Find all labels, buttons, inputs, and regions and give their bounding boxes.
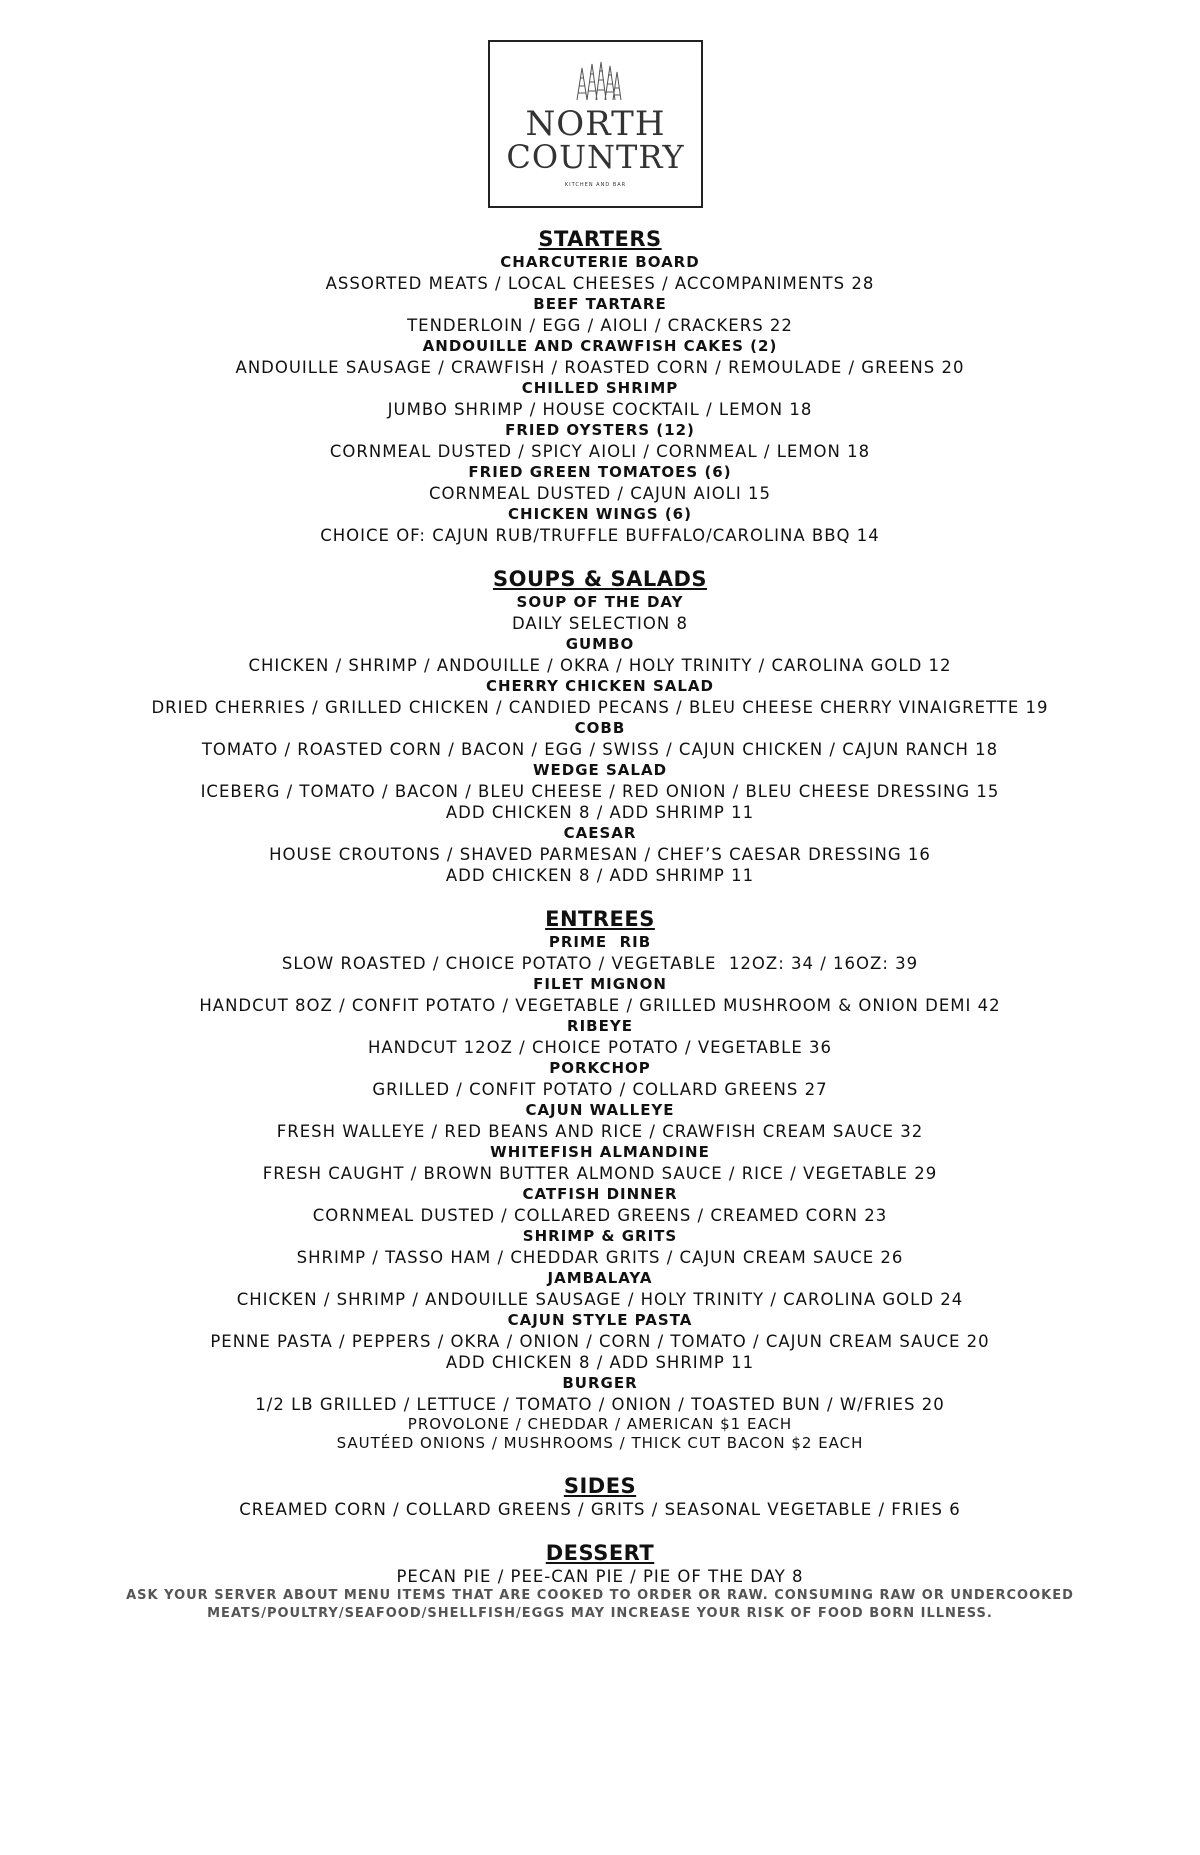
dish-addon: ADD CHICKEN 8 / ADD SHRIMP 11 <box>445 803 755 822</box>
dish-description: CORNMEAL DUSTED / COLLARED GREENS / CREAMED CORN 23 <box>312 1206 888 1225</box>
dish-description: SLOW ROASTED / CHOICE POTATO / VEGETABLE 12OZ: 34 / 16OZ: 39 <box>281 954 919 973</box>
entrees-section <box>0 906 1200 1453</box>
dish-name: WHITEFISH ALMANDINE <box>490 1143 710 1161</box>
dish-description: HANDCUT 8OZ / CONFIT POTATO / VEGETABLE / GRILLED MUSHROOM & ONION DEMI 42 <box>199 996 1001 1015</box>
menu-item <box>0 294 1200 336</box>
soups-salads-section <box>0 566 1200 886</box>
dish-description: ASSORTED MEATS / LOCAL CHEESES / ACCOMPANIMENTS 28 <box>325 274 875 293</box>
dish-name: BEEF TARTARE <box>533 295 667 313</box>
dish-name: SHRIMP & GRITS <box>522 1227 678 1245</box>
menu-item <box>0 1016 1200 1058</box>
sides-list: CREAMED CORN / COLLARD GREENS / GRITS / SEASONAL VEGETABLE / FRIES 6 <box>239 1500 961 1519</box>
section-title: SOUPS & SALADS <box>492 567 708 591</box>
dish-name: JAMBALAYA <box>547 1269 653 1287</box>
dish-addon: ADD CHICKEN 8 / ADD SHRIMP 11 <box>445 866 755 885</box>
dish-description: PENNE PASTA / PEPPERS / OKRA / ONION / CORN / TOMATO / CAJUN CREAM SAUCE 20 <box>210 1332 990 1351</box>
menu-item <box>0 378 1200 420</box>
dish-addon: PROVOLONE / CHEDDAR / AMERICAN $1 EACH <box>407 1415 793 1433</box>
section-title: DESSERT <box>545 1541 655 1565</box>
sides-section <box>0 1473 1200 1520</box>
menu-item <box>0 718 1200 760</box>
menu-item <box>0 504 1200 546</box>
dish-name: CHARCUTERIE BOARD <box>500 253 700 271</box>
menu-item <box>0 420 1200 462</box>
dish-description: GRILLED / CONFIT POTATO / COLLARD GREENS 27 <box>372 1080 828 1099</box>
starters-section <box>0 226 1200 546</box>
dish-description: JUMBO SHRIMP / HOUSE COCKTAIL / LEMON 18 <box>387 400 813 419</box>
menu-item <box>0 932 1200 974</box>
menu-item <box>0 336 1200 378</box>
menu-item <box>0 462 1200 504</box>
dish-name: PRIME RIB <box>548 933 652 951</box>
restaurant-logo <box>488 40 703 208</box>
dish-description: CHOICE OF: CAJUN RUB/TRUFFLE BUFFALO/CAROLINA BBQ 14 <box>320 526 880 545</box>
logo-line-north: NORTH <box>525 104 666 144</box>
dessert-list: PECAN PIE / PEE-CAN PIE / PIE OF THE DAY 8 <box>396 1567 804 1586</box>
dish-description: CHICKEN / SHRIMP / ANDOUILLE SAUSAGE / HOLY TRINITY / CAROLINA GOLD 24 <box>236 1290 964 1309</box>
dish-name: GUMBO <box>565 635 635 653</box>
section-title: SIDES <box>563 1474 637 1498</box>
dish-description: SHRIMP / TASSO HAM / CHEDDAR GRITS / CAJUN CREAM SAUCE 26 <box>296 1248 904 1267</box>
dish-description: ICEBERG / TOMATO / BACON / BLEU CHEESE / RED ONION / BLEU CHEESE DRESSING 15 <box>200 782 1000 801</box>
dish-description: CHICKEN / SHRIMP / ANDOUILLE / OKRA / HOLY TRINITY / CAROLINA GOLD 12 <box>248 656 952 675</box>
dish-description: CORNMEAL DUSTED / CAJUN AIOLI 15 <box>429 484 771 503</box>
menu-item <box>0 760 1200 823</box>
menu-item <box>0 1142 1200 1184</box>
dish-description: HOUSE CROUTONS / SHAVED PARMESAN / CHEF’S CAESAR DRESSING 16 <box>269 845 931 864</box>
menu-item <box>0 1310 1200 1373</box>
menu-item <box>0 676 1200 718</box>
dish-description: HANDCUT 12OZ / CHOICE POTATO / VEGETABLE 36 <box>367 1038 833 1057</box>
dish-name: FRIED OYSTERS (12) <box>505 421 695 439</box>
dish-description: TENDERLOIN / EGG / AIOLI / CRACKERS 22 <box>407 316 793 335</box>
dish-name: CHICKEN WINGS (6) <box>508 505 692 523</box>
dish-description: TOMATO / ROASTED CORN / BACON / EGG / SWISS / CAJUN CHICKEN / CAJUN RANCH 18 <box>201 740 999 759</box>
menu-body <box>0 226 1200 1623</box>
menu-item <box>0 592 1200 634</box>
dish-name: CATFISH DINNER <box>522 1185 678 1203</box>
dish-name: BURGER <box>562 1374 638 1392</box>
food-safety-disclaimer-line: ASK YOUR SERVER ABOUT MENU ITEMS THAT ARE COOKED TO ORDER OR RAW. CONSUMING RAW OR UNDERCOOKED <box>126 1588 1074 1603</box>
dish-name: CHERRY CHICKEN SALAD <box>485 677 714 695</box>
menu-item <box>0 1100 1200 1142</box>
dish-name: SOUP OF THE DAY <box>516 593 684 611</box>
dish-name: CAESAR <box>563 824 637 842</box>
menu-item <box>0 252 1200 294</box>
menu-item <box>0 974 1200 1016</box>
dish-name: CHILLED SHRIMP <box>521 379 679 397</box>
dish-name: WEDGE SALAD <box>532 761 668 779</box>
menu-item <box>0 1226 1200 1268</box>
dish-name: FILET MIGNON <box>533 975 667 993</box>
menu-item <box>0 823 1200 886</box>
dish-name: COBB <box>574 719 626 737</box>
dish-description: DAILY SELECTION 8 <box>512 614 688 633</box>
dish-name: RIBEYE <box>567 1017 633 1035</box>
dish-description: CORNMEAL DUSTED / SPICY AIOLI / CORNMEAL / LEMON 18 <box>329 442 871 461</box>
dessert-section <box>0 1540 1200 1623</box>
menu-item <box>0 634 1200 676</box>
dish-description: 1/2 LB GRILLED / LETTUCE / TOMATO / ONION / TOASTED BUN / W/FRIES 20 <box>255 1395 945 1414</box>
menu-item <box>0 1268 1200 1310</box>
menu-item <box>0 1058 1200 1100</box>
menu-item <box>0 1184 1200 1226</box>
dish-name: FRIED GREEN TOMATOES (6) <box>468 463 732 481</box>
dish-name: PORKCHOP <box>549 1059 651 1077</box>
dish-description: FRESH CAUGHT / BROWN BUTTER ALMOND SAUCE / RICE / VEGETABLE 29 <box>262 1164 938 1183</box>
food-safety-disclaimer-line: MEATS/POULTRY/SEAFOOD/SHELLFISH/EGGS MAY INCREASE YOUR RISK OF FOOD BORN ILLNESS. <box>207 1606 993 1621</box>
dish-description: FRESH WALLEYE / RED BEANS AND RICE / CRAWFISH CREAM SAUCE 32 <box>276 1122 924 1141</box>
dish-name: CAJUN WALLEYE <box>525 1101 675 1119</box>
dish-addon: ADD CHICKEN 8 / ADD SHRIMP 11 <box>445 1353 755 1372</box>
logo-line-tagline: KITCHEN AND BAR <box>564 182 627 188</box>
section-title: STARTERS <box>538 227 662 251</box>
logo-line-country: COUNTRY <box>506 138 685 176</box>
dish-description: DRIED CHERRIES / GRILLED CHICKEN / CANDIED PECANS / BLEU CHEESE CHERRY VINAIGRETTE 19 <box>151 698 1049 717</box>
dish-addon: SAUTÉED ONIONS / MUSHROOMS / THICK CUT BACON $2 EACH <box>336 1434 864 1452</box>
pine-trees-icon <box>490 60 705 102</box>
dish-name: CAJUN STYLE PASTA <box>507 1311 693 1329</box>
dish-description: ANDOUILLE SAUSAGE / CRAWFISH / ROASTED CORN / REMOULADE / GREENS 20 <box>235 358 965 377</box>
menu-item <box>0 1373 1200 1453</box>
dish-name: ANDOUILLE AND CRAWFISH CAKES (2) <box>422 337 778 355</box>
section-title: ENTREES <box>545 907 655 931</box>
